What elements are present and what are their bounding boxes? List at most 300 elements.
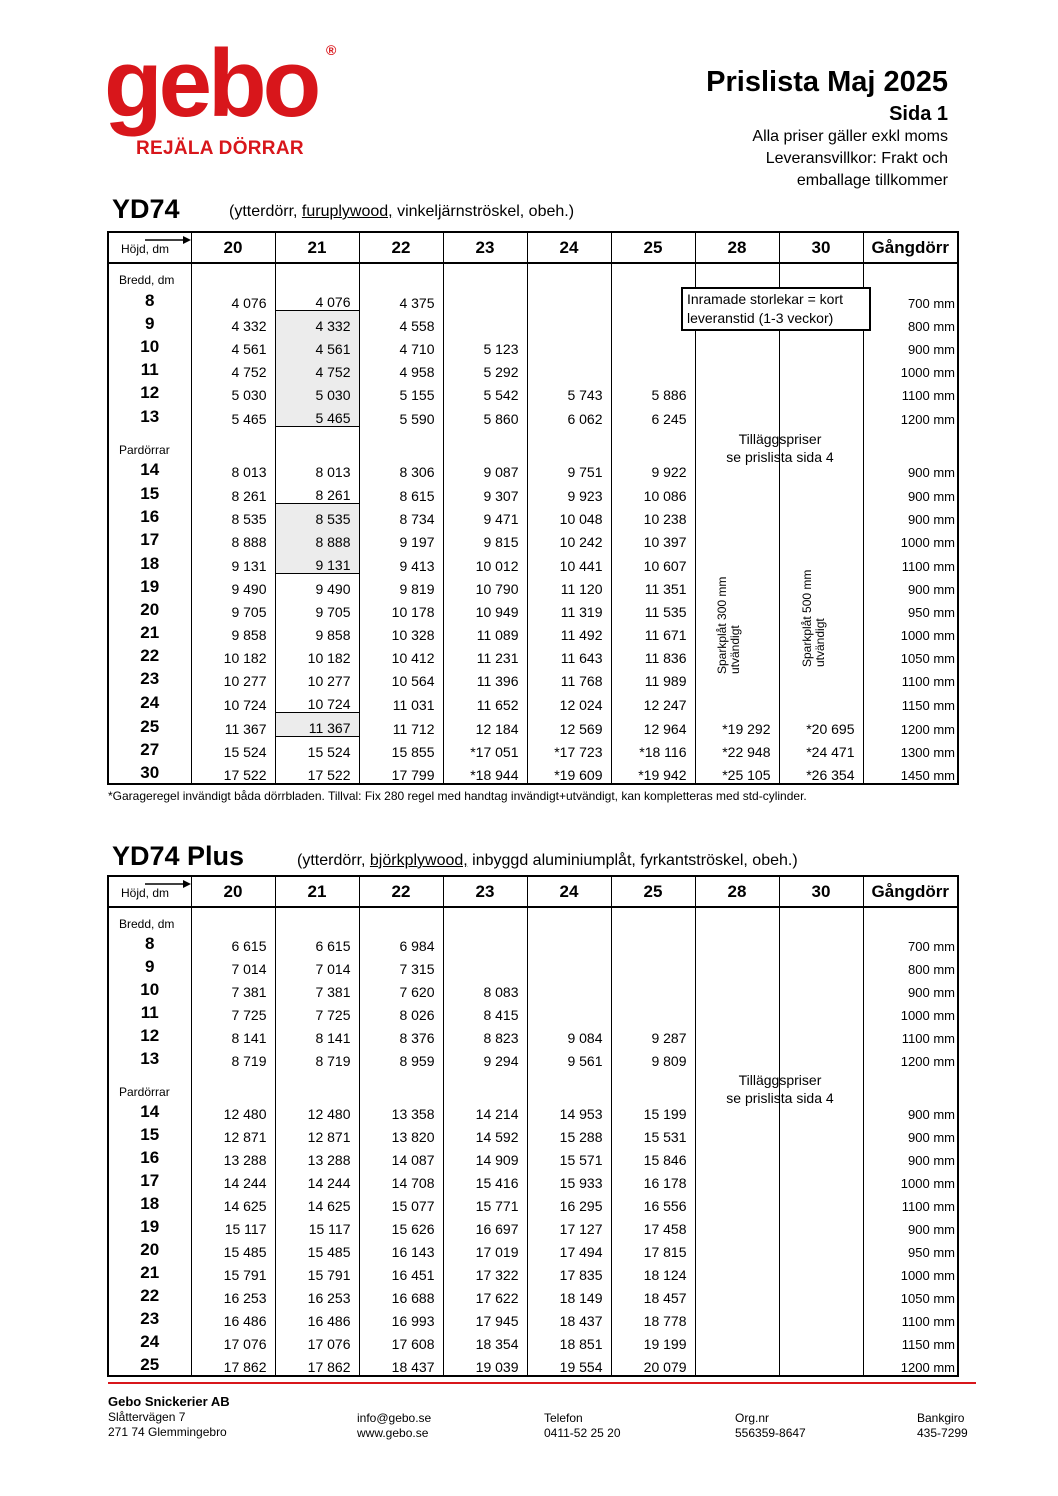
price-cell: 18 778 [611,1306,695,1329]
door-width-cell: 700 mm [863,287,958,311]
price-cell: 17 862 [191,1352,275,1376]
table-row [108,954,958,977]
price-cell: 6 062 [527,403,611,427]
door-width-cell: 900 mm [863,334,958,357]
price-cell: 15 485 [275,1237,359,1260]
price-cell [695,1352,779,1376]
price-cell: 4 561 [191,334,275,357]
price-cell [695,504,779,528]
price-cell: 18 457 [611,1283,695,1306]
row-width-label: 15 [140,1125,160,1144]
price-cell: 5 155 [359,380,443,403]
price-cell [695,1237,779,1260]
price-cell [779,689,863,713]
price-cell: *22 948 [695,737,779,761]
price-cell [779,1000,863,1023]
door-width-cell: 1050 mm [863,643,958,666]
price-cell [527,931,611,954]
price-cell: 15 571 [527,1145,611,1168]
price-cell: 16 688 [359,1283,443,1306]
price-cell [695,357,779,380]
door-width-cell: 700 mm [863,931,958,954]
table-row [108,713,958,737]
row-width-label: 10 [140,337,160,356]
price-cell: 14 244 [191,1168,275,1191]
price-cell [695,1306,779,1329]
price-cell: 17 076 [191,1329,275,1352]
table-row [108,760,958,784]
row-width-label: 27 [140,740,160,759]
price-cell: 10 949 [443,597,527,620]
column-header: 28 [695,232,779,263]
price-cell: 18 354 [443,1329,527,1352]
door-width-cell: 950 mm [863,1237,958,1260]
price-cell: 15 771 [443,1191,527,1214]
price-cell: 10 397 [611,527,695,550]
price-cell: 4 710 [359,334,443,357]
price-cell: 12 569 [527,713,611,737]
price-cell: 14 909 [443,1145,527,1168]
price-cell: 4 332 [191,311,275,335]
door-width-cell: 1050 mm [863,1283,958,1306]
row-width-label: 14 [140,460,160,479]
price-cell: 15 117 [275,1214,359,1237]
yd74-kickplate-500-note: Sparkplåt 500 mm utvändigt [800,569,827,667]
price-cell: 11 652 [443,689,527,713]
price-cell: 18 124 [611,1260,695,1283]
door-width-cell: 1100 mm [863,550,958,574]
yd74-description: (ytterdörr, furuplywood, vinkeljärnströskel, obeh.) [229,203,575,220]
price-cell: 9 858 [275,620,359,643]
door-width-cell: 900 mm [863,977,958,1000]
price-cell [695,527,779,550]
price-cell: 11 643 [527,643,611,666]
door-width-cell: 1200 mm [863,1352,958,1376]
column-header: 30 [779,232,863,263]
table-row [108,403,958,427]
price-cell: 17 608 [359,1329,443,1352]
height-axis-label: Höjd, dm [108,232,191,263]
table-row [108,1260,958,1283]
price-cell: 16 486 [191,1306,275,1329]
door-width-cell: 900 mm [863,480,958,504]
price-cell [779,1214,863,1237]
price-cell: 15 117 [191,1214,275,1237]
price-cell: 6 245 [611,403,695,427]
price-cell: 8 306 [359,457,443,480]
price-cell: 8 719 [275,1046,359,1069]
header-note-delivery: Leveransvillkor: Frakt och [765,150,948,167]
table-row [108,689,958,713]
price-cell [779,666,863,689]
price-cell: 19 554 [527,1352,611,1376]
price-cell [779,504,863,528]
row-width-label: 16 [140,507,160,526]
table-row [108,527,958,550]
price-cell: 15 791 [275,1260,359,1283]
price-cell: 15 199 [611,1099,695,1122]
price-cell: 5 123 [443,334,527,357]
price-cell: 8 959 [359,1046,443,1069]
row-width-label: 12 [140,1026,160,1045]
price-cell: *20 695 [779,713,863,737]
door-width-cell: 900 mm [863,1145,958,1168]
table-row [108,1191,958,1214]
price-cell: 15 288 [527,1122,611,1145]
price-cell: 8 013 [191,457,275,480]
table-row [108,1145,958,1168]
yd74plus-extra-prices-note: Tilläggspriser se prislista sida 4 [726,1072,834,1106]
yd74plus-price-table [107,875,959,1377]
door-width-cell: 1000 mm [863,1260,958,1283]
price-cell: 16 253 [191,1283,275,1306]
price-cell [695,689,779,713]
price-cell: *17 723 [527,737,611,761]
price-cell [779,480,863,504]
slogan: REJÄLA DÖRRAR [136,138,304,159]
price-cell: 8 141 [191,1023,275,1046]
table-row [108,977,958,1000]
price-cell: 8 026 [359,1000,443,1023]
yd74-kickplate-300-note: Sparkplåt 300 mm utvändigt [715,576,742,674]
price-cell: 5 465 [275,403,359,427]
gebo-logo: gebo [104,30,318,137]
price-cell: 4 558 [359,311,443,335]
price-cell: 4 076 [275,287,359,311]
price-cell [779,1306,863,1329]
price-cell: 12 480 [275,1099,359,1122]
price-cell [443,954,527,977]
price-cell [779,1283,863,1306]
price-cell: 9 131 [275,550,359,574]
price-cell: 4 375 [359,287,443,311]
price-cell: 5 030 [275,380,359,403]
price-cell: 10 607 [611,550,695,574]
column-header: 25 [611,876,695,907]
price-cell: 10 441 [527,550,611,574]
table-row [108,1023,958,1046]
price-cell [779,1329,863,1352]
price-cell: 16 178 [611,1168,695,1191]
price-cell: 9 307 [443,480,527,504]
width-axis-label: Bredd, dm [119,273,175,287]
price-cell: 11 367 [275,713,359,737]
price-cell [695,1283,779,1306]
row-width-label: 30 [140,763,160,782]
price-cell: 6 984 [359,931,443,954]
price-cell: 13 358 [359,1099,443,1122]
price-cell: 8 261 [191,480,275,504]
price-cell: 5 030 [191,380,275,403]
price-cell: 11 768 [527,666,611,689]
header-note-packaging: emballage tillkommer [796,172,948,189]
table-row [108,1237,958,1260]
price-cell: 8 535 [275,504,359,528]
yd74-extra-prices-note: Tilläggspriser se prislista sida 4 [726,431,834,465]
price-cell: 16 486 [275,1306,359,1329]
table-row [108,666,958,689]
price-cell [443,287,527,311]
price-cell: 8 141 [275,1023,359,1046]
height-axis-label: Höjd, dm [108,876,191,907]
price-cell [779,1046,863,1069]
price-cell: 10 790 [443,574,527,598]
column-header: 23 [443,876,527,907]
price-cell: 20 079 [611,1352,695,1376]
row-width-label: 14 [140,1102,160,1121]
price-cell: 9 561 [527,1046,611,1069]
price-cell: 10 012 [443,550,527,574]
price-cell [527,954,611,977]
price-cell: 8 261 [275,480,359,504]
price-cell: 17 835 [527,1260,611,1283]
price-cell: 16 697 [443,1214,527,1237]
yd74-short-lead-time-note: Inramade storlekar = kort leveranstid (1-3 veckor) [681,287,871,331]
column-header: Gångdörr [863,876,958,907]
row-width-label: 12 [140,383,160,402]
row-width-label: 9 [145,957,155,976]
footer-divider [108,1382,976,1384]
price-cell [695,1191,779,1214]
footer-phone: Telefon 0411-52 25 20 [544,1411,621,1440]
column-header: 23 [443,232,527,263]
price-cell: 8 013 [275,457,359,480]
price-cell: 9 819 [359,574,443,598]
table-row [108,643,958,666]
pair-doors-label: Pardörrar [119,443,170,457]
price-cell [695,1000,779,1023]
price-cell: 14 625 [275,1191,359,1214]
price-cell: 8 888 [191,527,275,550]
price-cell [779,527,863,550]
price-cell [779,1191,863,1214]
price-cell: 17 494 [527,1237,611,1260]
door-width-cell: 1100 mm [863,1191,958,1214]
price-cell: 8 615 [359,480,443,504]
door-width-cell: 1100 mm [863,1023,958,1046]
price-cell [695,403,779,427]
table-row [108,1329,958,1352]
price-cell: 11 836 [611,643,695,666]
price-cell: 10 724 [275,689,359,713]
door-width-cell: 1300 mm [863,737,958,761]
price-cell: *19 292 [695,713,779,737]
header-note-vat: Alla priser gäller exkl moms [752,128,948,145]
price-cell [443,931,527,954]
price-cell: 15 855 [359,737,443,761]
price-cell [779,380,863,403]
price-cell: 16 556 [611,1191,695,1214]
price-cell: 9 294 [443,1046,527,1069]
price-cell: 11 031 [359,689,443,713]
price-cell [779,1145,863,1168]
price-cell [779,931,863,954]
price-cell: 4 561 [275,334,359,357]
yd74plus-header-row [108,876,958,907]
price-cell: 14 708 [359,1168,443,1191]
price-cell: 9 705 [275,597,359,620]
price-cell: 11 319 [527,597,611,620]
price-cell: 14 214 [443,1099,527,1122]
price-cell: 17 019 [443,1237,527,1260]
row-width-label: 8 [145,290,155,310]
price-cell: 11 671 [611,620,695,643]
table-row [108,737,958,761]
price-cell: 15 077 [359,1191,443,1214]
table-row [108,380,958,403]
price-cell: 17 622 [443,1283,527,1306]
price-cell: 16 451 [359,1260,443,1283]
column-header: 24 [527,876,611,907]
price-cell: 17 127 [527,1214,611,1237]
door-width-cell: 800 mm [863,954,958,977]
price-cell [695,1122,779,1145]
price-cell: 10 564 [359,666,443,689]
price-cell: 17 522 [191,760,275,784]
row-width-label: 23 [140,669,160,688]
price-cell [527,977,611,1000]
door-width-cell: 1150 mm [863,1329,958,1352]
price-cell: 14 592 [443,1122,527,1145]
column-header: 20 [191,232,275,263]
table-row [108,1283,958,1306]
price-cell: 5 743 [527,380,611,403]
table-row [108,1168,958,1191]
table-row [108,1000,958,1023]
table-row [108,1046,958,1069]
footer-web: www.gebo.se [357,1426,429,1440]
price-cell: 11 989 [611,666,695,689]
price-cell [779,357,863,380]
price-cell: 12 871 [191,1122,275,1145]
door-width-cell: 900 mm [863,574,958,598]
row-width-label: 18 [140,1194,160,1213]
price-cell: 10 277 [191,666,275,689]
table-row [108,620,958,643]
row-width-label: 16 [140,1148,160,1167]
price-cell: 9 131 [191,550,275,574]
page-title: Prislista Maj 2025 [706,66,948,98]
price-cell: 16 253 [275,1283,359,1306]
price-cell: 7 725 [191,1000,275,1023]
price-cell: 9 809 [611,1046,695,1069]
price-cell: 10 048 [527,504,611,528]
price-cell: 8 734 [359,504,443,528]
price-cell: 15 485 [191,1237,275,1260]
row-width-label: 24 [140,692,160,712]
price-cell: 7 620 [359,977,443,1000]
price-cell: 9 490 [275,574,359,598]
column-header: 30 [779,876,863,907]
column-header: 25 [611,232,695,263]
footer-company: Gebo Snickerier AB Slåttervägen 7 271 74 Glemmingebro [108,1394,230,1439]
price-cell: 8 823 [443,1023,527,1046]
price-cell: 10 182 [275,643,359,666]
price-cell: *24 471 [779,737,863,761]
row-width-label: 20 [140,600,160,619]
price-cell: 7 315 [359,954,443,977]
price-cell: 15 626 [359,1214,443,1237]
price-cell [779,1023,863,1046]
door-width-cell: 1200 mm [863,1046,958,1069]
price-cell [695,1168,779,1191]
table-row [108,597,958,620]
price-cell [695,954,779,977]
price-cell: 14 087 [359,1145,443,1168]
price-cell: 18 851 [527,1329,611,1352]
price-cell: 18 437 [359,1352,443,1376]
price-cell: 9 922 [611,457,695,480]
price-cell [527,357,611,380]
price-cell: 13 288 [275,1145,359,1168]
price-cell: 9 084 [527,1023,611,1046]
price-cell: 15 846 [611,1145,695,1168]
door-width-cell: 1000 mm [863,357,958,380]
price-cell [695,334,779,357]
table-row [108,480,958,504]
price-cell [779,977,863,1000]
price-cell: 8 888 [275,527,359,550]
door-width-cell: 1100 mm [863,666,958,689]
price-cell: 18 149 [527,1283,611,1306]
price-cell: *17 051 [443,737,527,761]
price-cell: 8 376 [359,1023,443,1046]
price-cell: 15 791 [191,1260,275,1283]
row-width-label: 18 [140,553,160,573]
width-axis-label: Bredd, dm [119,917,175,931]
price-cell: 5 292 [443,357,527,380]
price-cell: 17 862 [275,1352,359,1376]
column-header: 22 [359,876,443,907]
price-cell: 17 458 [611,1214,695,1237]
row-width-label: 17 [140,1171,160,1190]
price-cell: 5 860 [443,403,527,427]
price-cell: 4 076 [191,287,275,311]
row-width-label: 20 [140,1240,160,1259]
price-cell: 17 076 [275,1329,359,1352]
footer-org: Org.nr 556359-8647 [735,1411,806,1440]
price-cell: 8 535 [191,504,275,528]
door-width-cell: 900 mm [863,457,958,480]
price-cell: 11 396 [443,666,527,689]
yd74-footnote: *Garageregel invändigt båda dörrbladen. Tillval: Fix 280 regel med handtag invändigt+utvändigt, kan kompletteras med std-cylinder. [108,789,807,803]
price-cell: 16 295 [527,1191,611,1214]
table-row [108,550,958,574]
price-cell [695,1329,779,1352]
price-cell: 9 490 [191,574,275,598]
price-cell: 9 923 [527,480,611,504]
price-cell: 11 492 [527,620,611,643]
price-cell: 10 238 [611,504,695,528]
row-width-label: 21 [140,1263,160,1282]
row-width-label: 11 [140,360,159,379]
row-width-label: 10 [140,980,160,999]
column-header: 21 [275,876,359,907]
price-cell [611,357,695,380]
row-width-label: 21 [140,623,160,642]
price-cell: 6 615 [191,931,275,954]
price-cell: *18 116 [611,737,695,761]
price-cell: 9 705 [191,597,275,620]
column-header: 28 [695,876,779,907]
row-width-label: 8 [145,934,155,953]
door-width-cell: 900 mm [863,1099,958,1122]
yd74plus-description: (ytterdörr, björkplywood, inbyggd aluminiumplåt, fyrkantströskel, obeh.) [297,852,798,869]
row-width-label: 11 [140,1003,159,1022]
price-cell [695,1046,779,1069]
price-cell: 7 381 [275,977,359,1000]
price-cell: *18 944 [443,760,527,784]
